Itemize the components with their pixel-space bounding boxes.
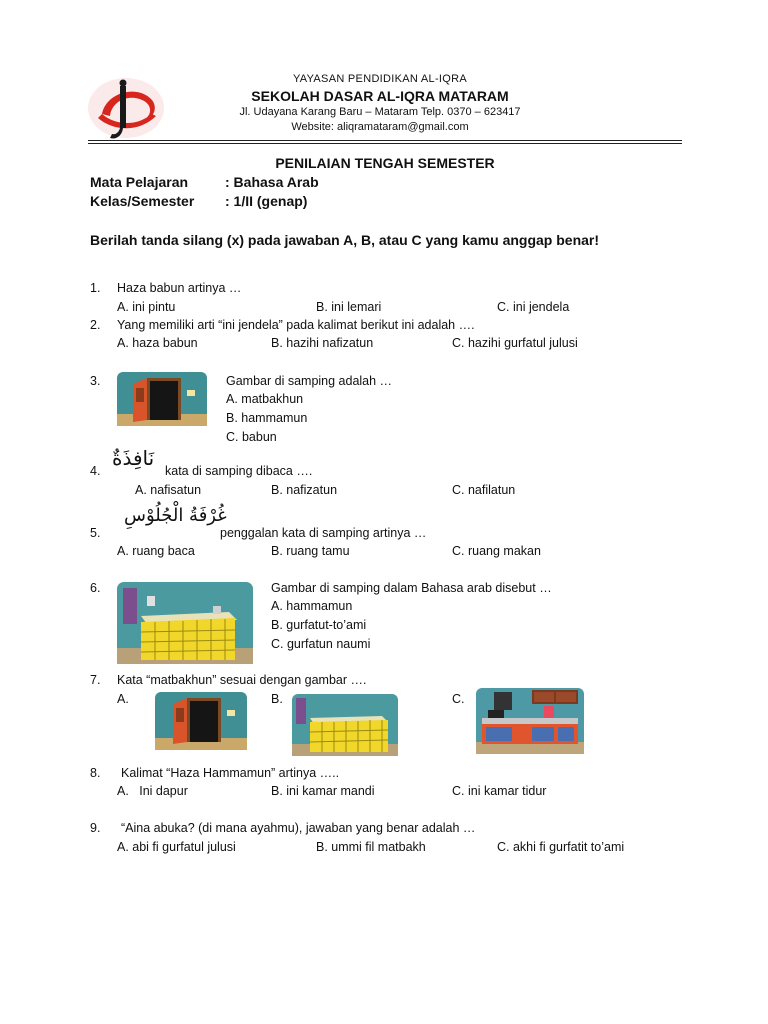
instruction: Berilah tanda silang (x) pada jawaban A, B, atau C yang kamu anggap benar! xyxy=(90,232,600,248)
class-row xyxy=(90,193,307,209)
option-a[interactable]: A. Ini dapur xyxy=(117,784,188,798)
option-a[interactable]: A. nafisatun xyxy=(135,483,202,497)
bathtub-picture xyxy=(117,582,253,664)
option-b[interactable]: B. ini lemari xyxy=(316,300,382,314)
subject-row xyxy=(90,174,319,190)
question-number: 2. xyxy=(90,318,101,332)
question-text: Gambar di samping adalah … xyxy=(226,374,393,388)
subject-label: Mata Pelajaran xyxy=(90,174,189,190)
question-number: 3. xyxy=(90,374,101,388)
option-b[interactable]: B. nafizatun xyxy=(271,483,338,497)
header-divider xyxy=(88,140,682,141)
school-name: SEKOLAH DASAR AL-IQRA MATARAM xyxy=(251,88,509,104)
question-number: 4. xyxy=(90,464,101,478)
school-logo xyxy=(86,74,166,146)
exam-title: PENILAIAN TENGAH SEMESTER xyxy=(275,155,495,171)
question-number: 9. xyxy=(90,821,101,835)
school-website: Website: aliqramataram@gmail.com xyxy=(291,121,469,133)
option-c[interactable]: C. akhi fi gurfatit to’ami xyxy=(497,840,625,854)
school-address: Jl. Udayana Karang Baru – Mataram Telp. 0370 – 623417 xyxy=(239,106,521,118)
door-picture xyxy=(117,372,207,426)
option-a[interactable]: A. matbakhun xyxy=(226,392,304,406)
option-a[interactable]: A. ruang baca xyxy=(117,544,195,558)
question-number: 7. xyxy=(90,673,101,687)
option-b[interactable]: B. ummi fil matbakh xyxy=(316,840,426,854)
option-c[interactable]: C. babun xyxy=(226,430,277,444)
option-b[interactable]: B. xyxy=(271,692,283,706)
arabic-phrase: غُرْفَةُ الْجُلُوْسِ xyxy=(124,505,227,526)
foundation-name: YAYASAN PENDIDIKAN AL-IQRA xyxy=(292,73,468,85)
question-text: Haza babun artinya … xyxy=(117,281,242,295)
option-a[interactable]: A. abi fi gurfatul julusi xyxy=(117,840,236,854)
option-c[interactable]: C. ini kamar tidur xyxy=(452,784,547,798)
kitchen-picture-option-c[interactable] xyxy=(476,688,584,754)
option-b[interactable]: B. ini kamar mandi xyxy=(271,784,375,798)
option-a[interactable]: A. hammamun xyxy=(271,599,353,613)
header-divider-second xyxy=(88,143,682,144)
question-number: 5. xyxy=(90,526,101,540)
option-c[interactable]: C. ini jendela xyxy=(497,300,570,314)
question-text: Gambar di samping dalam Bahasa arab disebut … xyxy=(271,581,552,595)
question-text: Kalimat “Haza Hammamun” artinya ….. xyxy=(121,766,340,780)
option-a[interactable]: A. ini pintu xyxy=(117,300,176,314)
option-c[interactable]: C. nafilatun xyxy=(452,483,516,497)
question-text: penggalan kata di samping artinya … xyxy=(220,526,427,540)
arabic-word: نَافِذَةٌ xyxy=(112,446,155,470)
option-a[interactable]: A. xyxy=(117,692,129,706)
option-c[interactable]: C. xyxy=(452,692,465,706)
question-text: Kata “matbakhun” sesuai dengan gambar …. xyxy=(117,673,367,687)
door-picture-option-a[interactable] xyxy=(155,692,247,750)
question-number: 6. xyxy=(90,581,101,595)
option-c[interactable]: C. gurfatun naumi xyxy=(271,637,371,651)
class-label: Kelas/Semester xyxy=(90,193,195,209)
class-value: : 1/II (genap) xyxy=(225,193,308,209)
option-b[interactable]: B. gurfatut-to’ami xyxy=(271,618,367,632)
question-number: 8. xyxy=(90,766,101,780)
question-text: kata di samping dibaca …. xyxy=(165,464,313,478)
option-c[interactable]: C. ruang makan xyxy=(452,544,541,558)
option-a[interactable]: A. haza babun xyxy=(117,336,198,350)
bathtub-picture-option-b[interactable] xyxy=(292,694,398,756)
question-text: Yang memiliki arti “ini jendela” pada kalimat berikut ini adalah …. xyxy=(117,318,475,332)
question-text: “Aina abuka? (di mana ayahmu), jawaban yang benar adalah … xyxy=(121,821,476,835)
option-b[interactable]: B. ruang tamu xyxy=(271,544,350,558)
question-number: 1. xyxy=(90,281,101,295)
subject-value: : Bahasa Arab xyxy=(225,174,319,190)
option-b[interactable]: B. hazihi nafizatun xyxy=(271,336,374,350)
option-c[interactable]: C. hazihi gurfatul julusi xyxy=(452,336,578,350)
option-b[interactable]: B. hammamun xyxy=(226,411,308,425)
